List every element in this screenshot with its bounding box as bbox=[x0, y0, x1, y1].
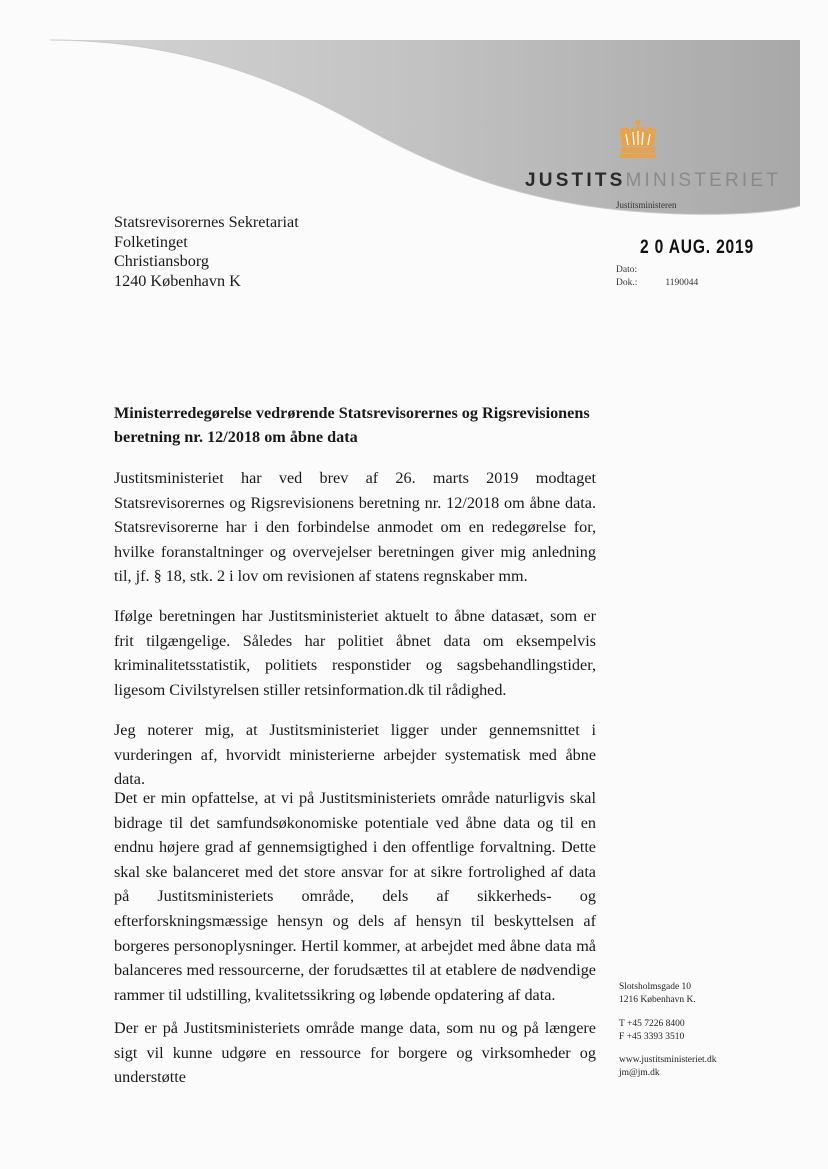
body-paragraph bbox=[114, 604, 596, 702]
footer-phones bbox=[619, 1018, 685, 1044]
ministry-wordmark bbox=[525, 170, 781, 192]
sender-name: Justitsministeren bbox=[616, 200, 677, 210]
body-paragraph bbox=[114, 786, 596, 1007]
recipient-line: Statsrevisorernes Sekretariat bbox=[114, 213, 299, 231]
paragraph-text: Det er min opfattelse, at vi på Justitsministeriets område naturligvis skal bidrage til det samfundsøkonomiske potentiale ved åbne data og til en endnu højere grad af gennemsigtighed i den offentlige forvaltning. Dette skal ske balanceret med det store ansvar for at sikre fortrolighed af data på Justitsministeriets område, dels af sikkerheds- og efterforskningsmæssige hensyn og dels af hensyn til beskyttelsen af borgeres personoplysninger. Hertil kommer, at arbejdet med åbne data må balanceres med ressourcerne, der forudsættes til at etablere de nødvendige rammer til udstilling, kvalitetssikring og løbende opdatering af data. bbox=[114, 789, 596, 1004]
paragraph-text: Justitsministeriet har ved brev af 26. marts 2019 modtaget Statsrevisorernes og Rigsrevisionens beretning nr. 12/2018 om åbne data. Statsrevisorerne har i den forbindelse anmodet om en redegørelse for, hvilke foranstaltninger og overvejelser beretningen giver mig anledning til, jf. § 18, stk. 2 i lov om revisionen af statens regnskaber mm. bbox=[114, 469, 596, 586]
recipient-line: 1240 København K bbox=[114, 271, 241, 290]
body-paragraph bbox=[114, 718, 596, 792]
email-link[interactable]: jm@jm.dk bbox=[619, 1067, 660, 1078]
body-paragraph bbox=[114, 466, 596, 589]
doc-label: Dok.: bbox=[616, 278, 638, 288]
paragraph-text: Jeg noterer mig, at Justitsministeriet ligger under gennemsnittet i vurderingen af, hvorvidt ministerierne arbejder systematisk med åbne data. bbox=[114, 721, 596, 789]
wordmark-part1: JUSTITS bbox=[525, 170, 626, 191]
paragraph-text: Der er på Justitsministeriets område mange data, som nu og på længere sigt vil kunne udgøre en ressource for borgere og virksomheder og understøtte bbox=[114, 1019, 596, 1087]
address-line: 1216 København K. bbox=[619, 994, 696, 1005]
wordmark-part2: MINISTERIET bbox=[625, 170, 782, 191]
phone-number: T +45 7226 8400 bbox=[619, 1019, 685, 1029]
paragraph-text: Ifølge beretningen har Justitsministeriet aktuelt to åbne datasæt, som er frit tilgængelige. Således har politiet åbnet data om eksempelvis kriminalitetsstatistik, politiets responstider og sagsbehandlingstider, ligesom Civilstyrelsen stiller retsinformation.dk til rådighed. bbox=[114, 607, 596, 699]
fax-number: F +45 3393 3510 bbox=[619, 1031, 685, 1042]
crown-logo-icon bbox=[614, 118, 662, 160]
doc-number: 1190044 bbox=[665, 278, 699, 288]
address-line: Slotsholmsgade 10 bbox=[619, 982, 692, 992]
recipient-address bbox=[114, 213, 299, 291]
footer-contact bbox=[619, 1054, 717, 1080]
body-paragraph bbox=[114, 1016, 596, 1090]
recipient-line: Folketinget bbox=[114, 232, 188, 251]
website-link[interactable]: www.justitsministeriet.dk bbox=[619, 1055, 717, 1065]
recipient-line: Christiansborg bbox=[114, 252, 210, 270]
footer-address bbox=[619, 981, 696, 1007]
letter-subject: Ministerredegørelse vedrørende Statsrevisorernes og Rigsrevisionens beretning nr. 12/2018 om åbne data bbox=[114, 404, 590, 446]
date-label: Dato: bbox=[616, 265, 638, 275]
document-meta bbox=[616, 264, 698, 290]
date-stamp: 2 0 AUG. 2019 bbox=[640, 237, 755, 258]
